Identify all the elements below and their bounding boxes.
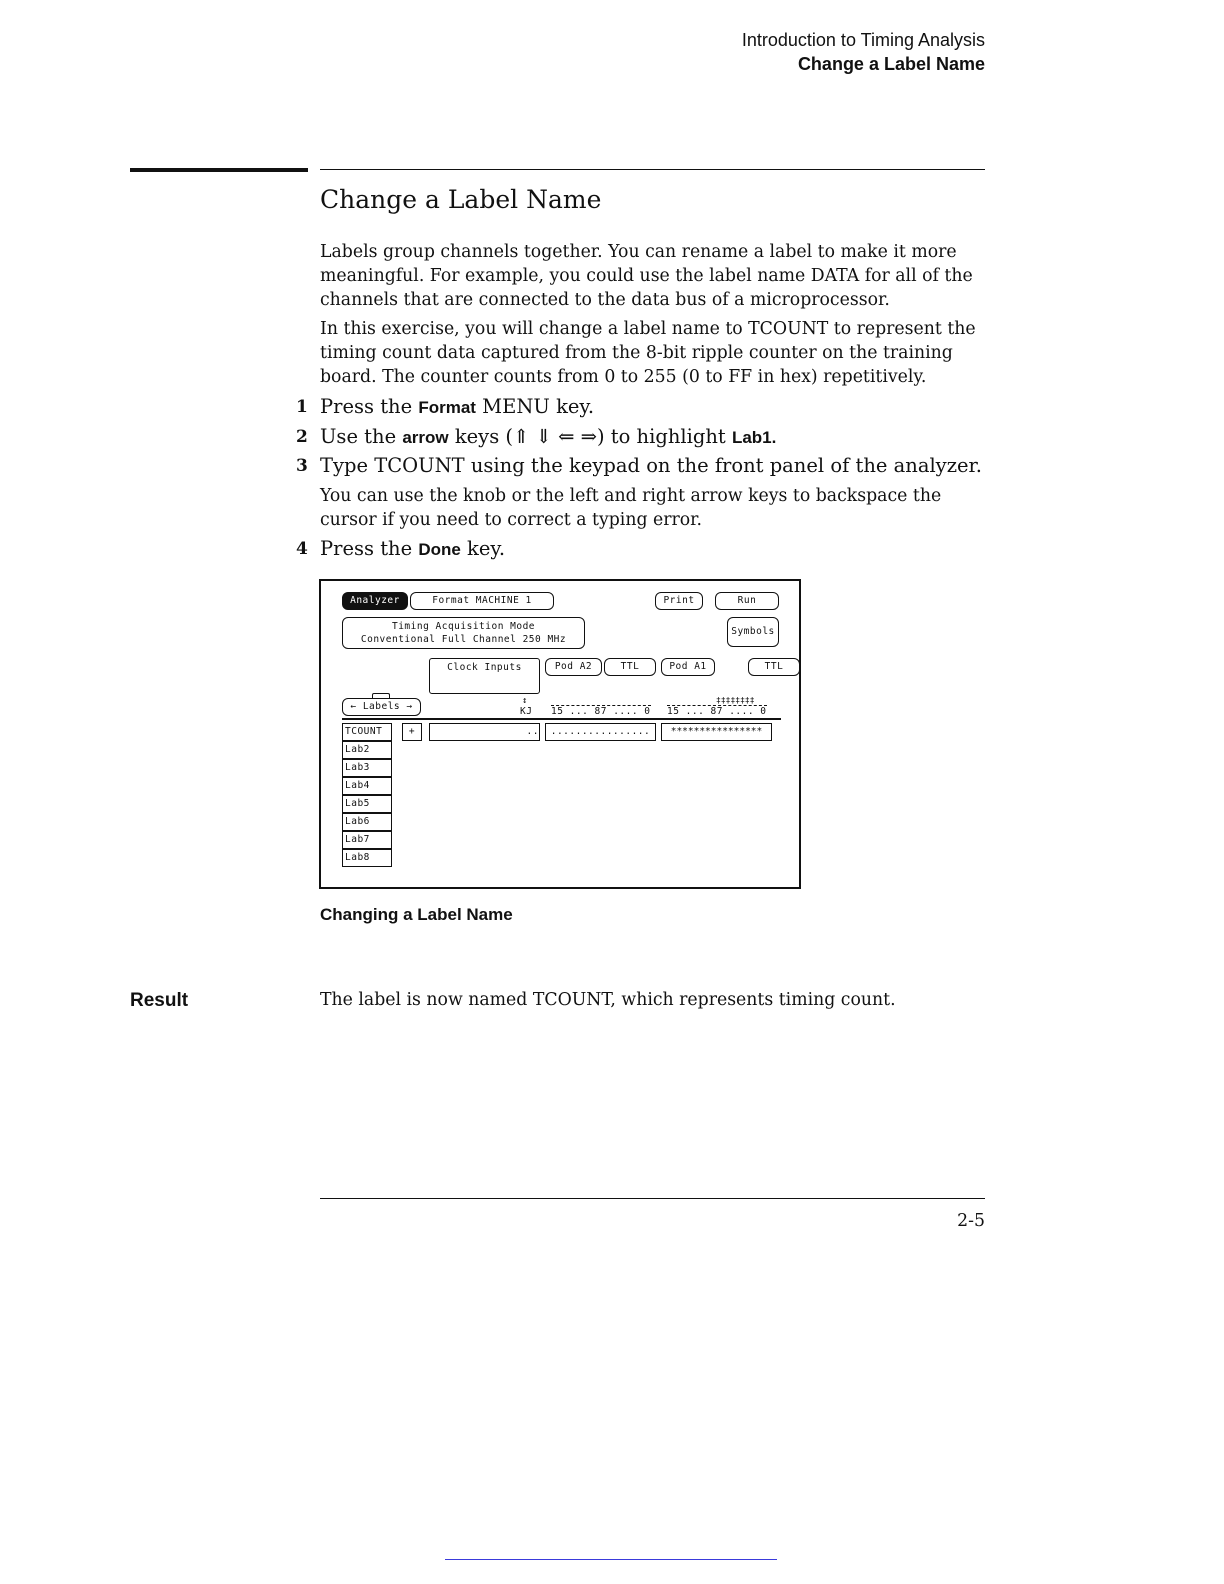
label-lab5[interactable]: Lab5 xyxy=(342,795,392,813)
pod-a2-button[interactable]: Pod A2 xyxy=(545,658,602,676)
kj-arrow: ↕ xyxy=(522,696,528,706)
step-text: Type TCOUNT using the keypad on the front panel of the analyzer. xyxy=(320,454,982,477)
run-button[interactable]: Run xyxy=(715,592,779,610)
header-separator xyxy=(342,718,781,720)
label-lab4[interactable]: Lab4 xyxy=(342,777,392,795)
pod-a1-bit-scale: 15 ... 87 .... 0 xyxy=(667,706,767,717)
figure-caption: Changing a Label Name xyxy=(320,905,513,924)
pod-a2-threshold-button[interactable]: TTL xyxy=(604,658,656,676)
pod-a1-threshold-button[interactable]: TTL xyxy=(748,658,800,676)
step-number: 1 xyxy=(296,397,308,417)
step-number: 4 xyxy=(296,539,308,559)
acquisition-mode-field[interactable] xyxy=(342,617,585,649)
print-button[interactable]: Print xyxy=(655,592,703,610)
analyzer-button[interactable]: Analyzer xyxy=(342,592,408,610)
step-3-note: You can use the knob or the left and right arrow keys to backspace the cursor if you need to correct a typing error. xyxy=(320,486,942,530)
running-header-chapter: Introduction to Timing Analysis xyxy=(741,30,985,50)
step-text: Press the Format MENU key. xyxy=(320,395,595,418)
label-name: Lab1. xyxy=(731,428,777,447)
step-number: 2 xyxy=(296,427,308,447)
step-text: Press the Done key. xyxy=(320,537,506,560)
pod-a1-bits-field[interactable]: **************** xyxy=(661,723,772,741)
clock-inputs-field[interactable]: Clock Inputs xyxy=(429,658,540,694)
clock-kj-label: KJ xyxy=(520,706,533,717)
label-lab3[interactable]: Lab3 xyxy=(342,759,392,777)
step-number: 3 xyxy=(296,456,308,476)
result-text: The label is now named TCOUNT, which represents timing count. xyxy=(320,990,896,1010)
key-name: Format xyxy=(418,398,476,417)
label-lab8[interactable]: Lab8 xyxy=(342,849,392,867)
section-rule-left xyxy=(130,168,308,172)
labels-scroll-button[interactable]: ← Labels → xyxy=(342,698,421,716)
label-tcount[interactable]: TCOUNT xyxy=(342,723,392,741)
format-machine-button[interactable]: Format MACHINE 1 xyxy=(410,592,554,610)
page-number: 2-5 xyxy=(957,1211,985,1231)
pod-a1-button[interactable]: Pod A1 xyxy=(661,658,715,676)
acquisition-mode-value: Conventional Full Channel 250 MHz xyxy=(360,634,567,645)
clock-bits-field[interactable]: .. xyxy=(429,723,540,741)
intro-paragraph-1: Labels group channels together. You can rename a label to make it more meaningful. For example, you could use the label name DATA for all of the channels that are connected to the data bus of a microprocessor. xyxy=(320,242,973,310)
section-rule-right xyxy=(320,169,985,170)
result-label: Result xyxy=(130,990,189,1011)
label-lab2[interactable]: Lab2 xyxy=(342,741,392,759)
polarity-field[interactable]: + xyxy=(402,723,422,741)
key-name: arrow xyxy=(402,428,449,447)
key-name: Done xyxy=(418,540,461,559)
pod-a1-bracket xyxy=(667,705,767,707)
footer-link-underline[interactable] xyxy=(445,1559,777,1560)
analyzer-format-screen xyxy=(319,579,801,889)
label-lab7[interactable]: Lab7 xyxy=(342,831,392,849)
intro-paragraph-2: In this exercise, you will change a label name to TCOUNT to represent the timing count data captured from the 8-bit ripple counter on the training board. The counter counts from 0 to 255 (0 to FF in hex) repetitively. xyxy=(320,319,976,387)
symbols-button[interactable]: Symbols xyxy=(727,617,779,647)
pod-a1-assigned-bits: ‡‡‡‡‡‡‡‡ xyxy=(716,696,755,705)
step-text: Use the arrow keys (⇑ ⇓ ⇐ ⇒) to highlight Lab1. xyxy=(320,425,777,448)
footer-rule xyxy=(320,1198,985,1199)
pod-a2-bit-scale: 15 ... 87 .... 0 xyxy=(551,706,651,717)
page-title: Change a Label Name xyxy=(320,185,602,214)
pod-a2-bracket xyxy=(551,705,651,707)
pod-a2-bits-field[interactable]: ................ xyxy=(545,723,656,741)
label-lab6[interactable]: Lab6 xyxy=(342,813,392,831)
running-header-section: Change a Label Name xyxy=(797,54,985,74)
acquisition-mode-title: Timing Acquisition Mode xyxy=(391,621,536,632)
